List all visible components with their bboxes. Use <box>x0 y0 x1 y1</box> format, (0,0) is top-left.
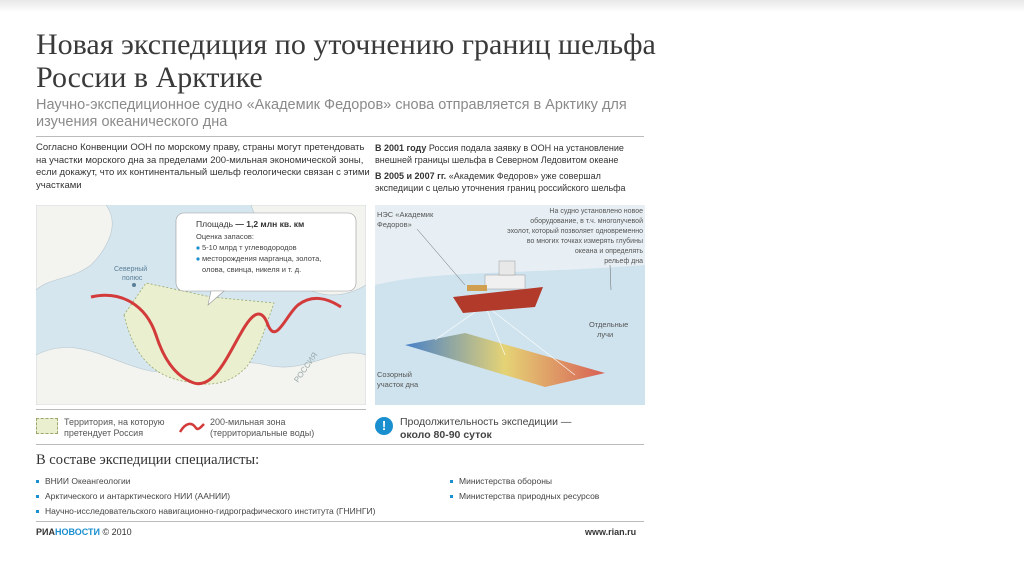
top-shadow <box>0 0 1024 12</box>
zone-line-swatch <box>178 420 206 434</box>
equip-text-1: На судно установлено новое <box>549 208 643 215</box>
ship-illustration <box>375 205 645 405</box>
north-pole-label-2: полюс <box>122 275 143 282</box>
specialist-item: Арктического и антарктического НИИ (ААНИИ) <box>36 491 230 501</box>
intro-text: Согласно Конвенции ООН по морскому праву, страны могут претендовать на участки морского дна за пределами 200-мильная экономической зоны, если докажут, что их континентальный шельф геологически связан с этими участками <box>36 142 370 191</box>
specialist-item: Министерства обороны <box>450 476 552 486</box>
duration-label: Продолжительность экспедиции — <box>400 416 572 428</box>
copyright: © 2010 <box>100 527 132 537</box>
fact-2001-text: Россия подала заявку в ООН на установление внешней границы шельфа в Северном Ледовитом океане <box>375 143 624 165</box>
equip-text-3: эхолот, который позволяет одновременно <box>507 228 643 235</box>
beams-label-2: лучи <box>597 330 614 339</box>
footer-logo <box>36 527 132 537</box>
reserves-label: Оценка запасов: <box>196 232 254 241</box>
duration-value: около 80-90 суток <box>400 429 492 441</box>
legend-zone <box>210 417 314 439</box>
beams-label: Отдельные <box>589 320 629 329</box>
equip-text-6: рельеф дна <box>604 258 643 265</box>
equip-text-5: океана и определять <box>574 248 643 255</box>
fact-2001 <box>375 142 650 166</box>
fact-2005-years: В 2005 и 2007 гг. <box>375 171 447 181</box>
ship-name: НЭС «Академик <box>377 210 434 219</box>
north-pole-marker <box>132 283 136 287</box>
equip-text-4: во многих точках измерять глубины <box>526 238 643 245</box>
territory-swatch <box>36 418 58 434</box>
reserve-2: месторождения марганца, золота, <box>202 254 322 263</box>
reserve-2b: олова, свинца, никеля и т. д. <box>202 265 302 274</box>
duration <box>400 416 571 442</box>
info-icon: ! <box>375 417 393 435</box>
divider <box>36 444 644 445</box>
specialist-item: Министерства природных ресурсов <box>450 491 599 501</box>
legend-zone-1: 200-мильная зона <box>210 417 286 427</box>
north-pole-label: Северный <box>114 266 148 273</box>
reserve-1: 5-10 млрд т углеводородов <box>202 243 297 252</box>
legend-territory <box>64 417 164 439</box>
specialists-title: В составе экспедиции специалисты: <box>36 452 260 468</box>
logo-ria: РИА <box>36 527 55 537</box>
page-subtitle: Научно-экспедиционное судно «Академик Федоров» снова отправляется в Арктику для изучения океанического дна <box>36 97 627 130</box>
legend-territory-2: претендует Россия <box>64 428 144 438</box>
logo-novosti: НОВОСТИ <box>54 527 101 537</box>
specialist-item: Научно-исследовательского навигационно-гидрографического института (ГНИНГИ) <box>36 506 375 516</box>
fact-2005-text: «Академик Федоров» уже совершал экспедиции с целью уточнения границ российского шельфа <box>375 171 626 193</box>
divider <box>36 409 366 410</box>
seabed-label-2: участок дна <box>377 380 419 389</box>
legend-territory-1: Территория, на которую <box>64 417 165 427</box>
footer-site-link[interactable]: www.rian.ru <box>585 527 637 537</box>
fact-2001-year: В 2001 году <box>375 143 427 153</box>
russia-label: РОССИЯ <box>292 350 320 385</box>
equip-text-2: оборудование, в т.ч. многолучевой <box>530 218 643 225</box>
ship-name-2: Федоров» <box>377 220 412 229</box>
fact-2005 <box>375 170 650 194</box>
specialist-item: ВНИИ Океангеологии <box>36 476 131 486</box>
divider <box>36 521 644 522</box>
arctic-map <box>36 205 366 405</box>
area-label: Площадь — 1,2 млн кв. км <box>196 219 305 229</box>
seabed-label: Созорный <box>377 370 412 379</box>
divider <box>36 136 644 137</box>
page-title: Новая экспедиция по уточнению границ шельфа России в Арктике <box>36 28 656 94</box>
legend-zone-2: (территориальные воды) <box>210 428 315 438</box>
